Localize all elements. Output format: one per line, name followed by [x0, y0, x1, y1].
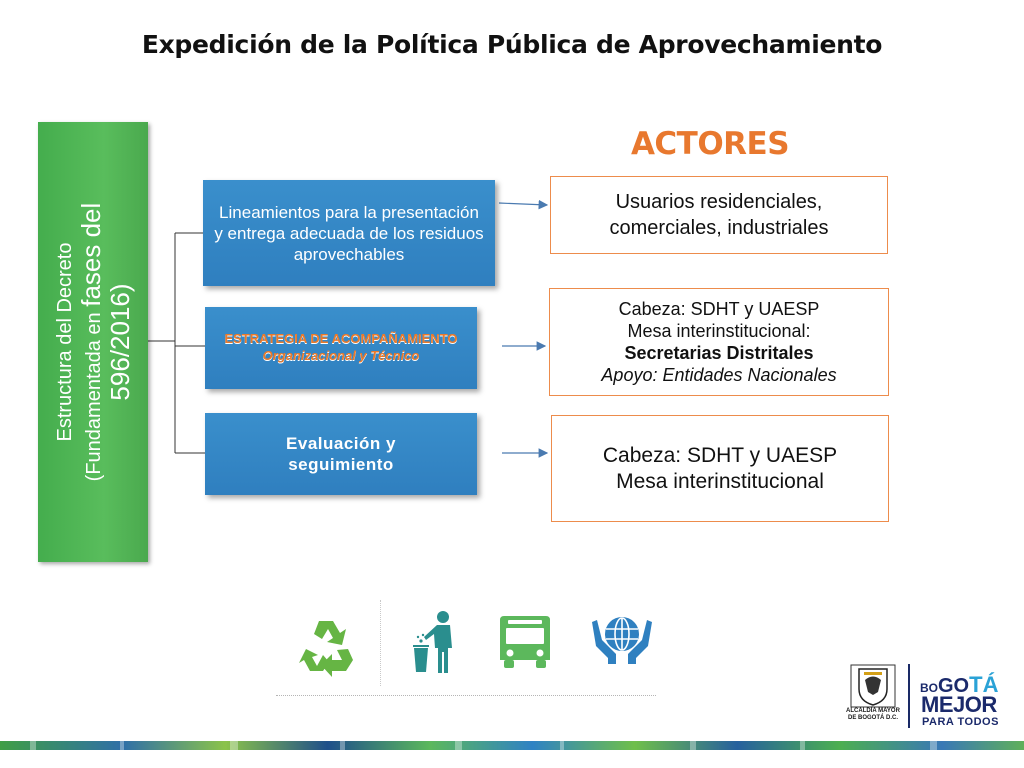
actor-box-users: [550, 176, 888, 254]
actor-strategy-line2: Mesa interinstitucional:: [627, 321, 811, 341]
actor-strategy-line4: Apoyo: Entidades Nacionales: [601, 365, 837, 385]
decree-structure-line2-big: fases del: [75, 202, 106, 307]
decree-structure-line2-small: (Fundamentada en: [82, 306, 105, 482]
logo-separator: [908, 664, 910, 728]
actor-evaluation-line2: Mesa interinstitucional: [616, 469, 824, 493]
trash-person-icon: [410, 610, 458, 674]
alcaldia-text: [840, 708, 906, 722]
recycle-icon: [295, 615, 357, 677]
phase-guidelines-text: Lineamientos para la presentación y entrega adecuada de los residuos aprovechables: [214, 202, 484, 264]
decree-structure-box: [38, 122, 148, 562]
arrow-1: [499, 203, 547, 205]
actor-evaluation-line1: Cabeza: SDHT y UAESP: [602, 443, 838, 467]
tree-connector: [148, 233, 205, 453]
phase-guidelines-box: [203, 180, 495, 286]
bogota-go: GO: [938, 675, 970, 697]
actor-box-evaluation: [551, 415, 889, 522]
globe-hands-icon: [590, 608, 654, 670]
decree-structure-line3: 596/2016): [104, 283, 135, 401]
phase-strategy-box: [205, 307, 477, 389]
actor-users-line2: comerciales, industriales: [609, 217, 829, 239]
alcaldia-line2: DE BOGOTÁ D.C.: [847, 715, 898, 721]
footer-divider: [380, 600, 381, 686]
phase-evaluation-box: [205, 413, 477, 495]
bogota-ta: TÁ: [969, 672, 999, 697]
bottom-color-stripe: [0, 741, 1024, 750]
actor-box-strategy: [549, 288, 889, 396]
mejor-text: MEJOR: [921, 692, 997, 717]
alcaldia-line1: ALCALDÍA MAYOR: [846, 708, 900, 714]
bus-icon: [498, 614, 552, 670]
page-title: Expedición de la Política Pública de Aprovechamiento: [141, 30, 883, 59]
phase-evaluation-line2: seguimiento: [288, 455, 394, 474]
actor-strategy-line1: Cabeza: SDHT y UAESP: [618, 299, 820, 319]
alcaldia-shield-logo: [850, 664, 896, 708]
phase-evaluation-line1: Evaluación y: [286, 434, 396, 453]
decree-structure-line1: Estructura del Decreto: [53, 242, 76, 442]
footer-dotted-line: [276, 695, 656, 696]
actor-users-line1: Usuarios residenciales,: [615, 191, 823, 213]
phase-strategy-line1: ESTRATEGIA DE ACOMPAÑAMIENTO: [224, 330, 458, 346]
bogota-bo: BO: [920, 681, 938, 695]
actores-heading: ACTORES: [630, 126, 790, 162]
actor-strategy-line3: Secretarias Distritales: [624, 343, 814, 363]
phase-strategy-line2: Organizacional y Técnico: [262, 347, 420, 363]
para-todos-text: PARA TODOS: [922, 716, 999, 728]
